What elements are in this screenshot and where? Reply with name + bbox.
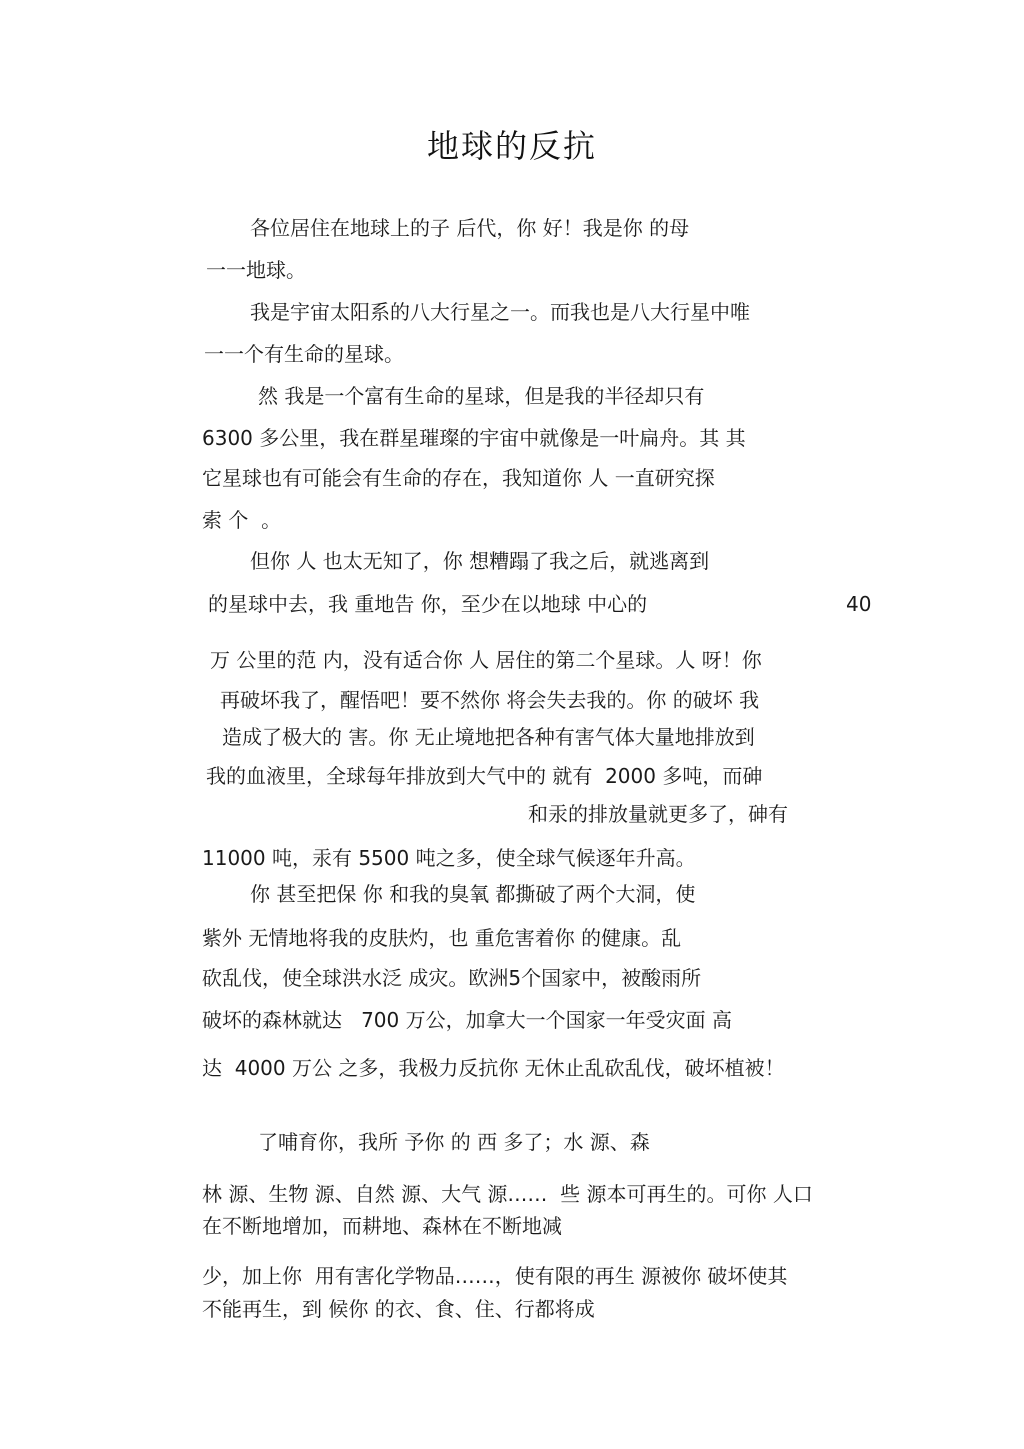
- text-line: 但你 人 也太无知了，你 想糟蹋了我之后，就逃离到: [250, 549, 710, 573]
- text-line: 林 源、生物 源、自然 源、大气 源…… 些 源本可再生的。可你 人口: [202, 1182, 813, 1206]
- text-line: 不能再生，到 候你 的衣、食、住、行都将成: [202, 1297, 595, 1321]
- text-line: 11000 吨，汞有 5500 吨之多，使全球气候逐年升高。: [202, 846, 696, 870]
- text-line: 的星球中去，我 重地告 你，至少在以地球 中心的: [208, 592, 648, 616]
- text-line: 紫外 无情地将我的皮肤灼，也 重危害着你 的健康。乱: [202, 926, 682, 950]
- text-line: 一一地球。: [206, 258, 306, 282]
- text-line: 少，加上你 用有害化学物品……，使有限的再生 源被你 破坏使其: [202, 1264, 788, 1288]
- document-title: 地球的反抗: [426, 127, 597, 165]
- text-line: 造成了极大的 害。你 无止境地把各种有害气体大量地排放到: [222, 725, 755, 749]
- text-line: 在不断地增加，而耕地、森林在不断地减: [202, 1214, 562, 1238]
- text-line: 一一个有生命的星球。: [204, 342, 404, 366]
- text-line: 达 4000 万公 之多，我极力反抗你 无休止乱砍乱伐，破坏植被！: [202, 1056, 785, 1080]
- text-line: 和汞的排放量就更多了，砷有: [528, 802, 788, 826]
- text-line: 它星球也有可能会有生命的存在，我知道你 人 一直研究探: [202, 466, 715, 490]
- text-line: 各位居住在地球上的子 后代，你 好！我是你 的母: [250, 216, 690, 240]
- text-line: 索 个 。: [202, 508, 282, 532]
- text-line: 破坏的森林就达 700 万公，加拿大一个国家一年受灾面 高: [202, 1008, 732, 1032]
- text-line: 我是宇宙太阳系的八大行星之一。而我也是八大行星中唯: [250, 300, 750, 324]
- text-line: 了哺育你，我所 予你 的 西 多了；水 源、森: [258, 1130, 650, 1154]
- text-line: 然 我是一个富有生命的星球，但是我的半径却只有: [258, 384, 705, 408]
- text-line: 再破坏我了，醒悟吧！要不然你 将会失去我的。你 的破坏 我: [220, 688, 760, 712]
- text-line: 砍乱伐，使全球洪水泛 成灾。欧洲5个国家中，被酸雨所: [202, 966, 702, 990]
- text-line: 我的血液里，全球每年排放到大气中的 就有 2000 多吨，而砷: [206, 764, 763, 788]
- margin-number: 40: [846, 592, 872, 616]
- text-line: 6300 多公里，我在群星璀璨的宇宙中就像是一叶扁舟。其 其: [202, 426, 746, 450]
- text-line: 万 公里的范 内，没有适合你 人 居住的第二个星球。人 呀！你: [210, 648, 762, 672]
- text-line: 你 甚至把保 你 和我的臭氧 都撕破了两个大洞，使: [250, 882, 696, 906]
